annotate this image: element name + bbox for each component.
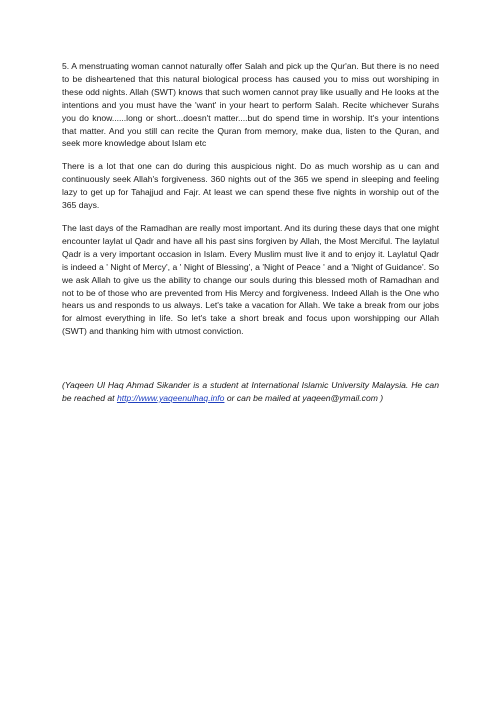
author-note-text: (Yaqeen Ul Haq Ahmad Sikander is a student at International Islamic University Malaysia. He can be reached at: [62, 380, 439, 404]
paragraph-menstruation: 5. A menstruating woman cannot naturally offer Salah and pick up the Qur'an. But there is no need to be disheartened that this natural biological process has caused you to miss out worshiping in these odd nights. Allah (SWT) knows that such women cannot pray like usually and He looks at the intentions and you must have the 'want' in your heart to perform Salah. Recite whichever Surahs you do know......long or short...doesn't matter....but do spend time in worship. It's your intentions that matter. And you still can recite the Quran from memory, make dua, listen to the Quran, and seek more knowledge about Islam etc: [62, 61, 439, 149]
article-body: [62, 60, 439, 415]
author-website-link[interactable]: http://www.yaqeenulhaq.info: [116, 393, 225, 404]
author-note: [62, 379, 439, 405]
paragraph-worship: There is a lot that one can do during this auspicious night. Do as much worship as u can and continuously seek Allah's forgiveness. 360 nights out of the 365 we spend in sleeping and feeling lazy to get up for Tahajjud and Fajr. At least we can spend these five nights in worship out of the 365 days.: [62, 161, 439, 211]
author-note-email-text: or can be mailed at yaqeen@ymail.com ): [224, 393, 384, 404]
paragraph-laylatul-qadr: The last days of the Ramadhan are really most important. And its during these days that one might encounter laylat ul Qadr and have all his past sins forgiven by Allah, the Most Merciful. The laylatul Qadr is a very important occasion in Islam. Every Muslim must live it and to enjoy it. Laylatul Qadr is indeed a ' Night of Mercy', a ' Night of Blessing', a 'Night of Peace ' and a 'Night of Guidance'. So we ask Allah to give us the ability to change our souls during this blessed moth of Ramadhan and not to be of those who are prevented from His Mercy and forgiveness. Indeed Allah is the One who hears us and responds to us always. Let's take a vacation for Allah. We take a break from our jobs for almost everything in life. So let's take a short break and focus upon worshipping our Allah (SWT) and thanking him with utmost conviction.: [62, 222, 439, 337]
